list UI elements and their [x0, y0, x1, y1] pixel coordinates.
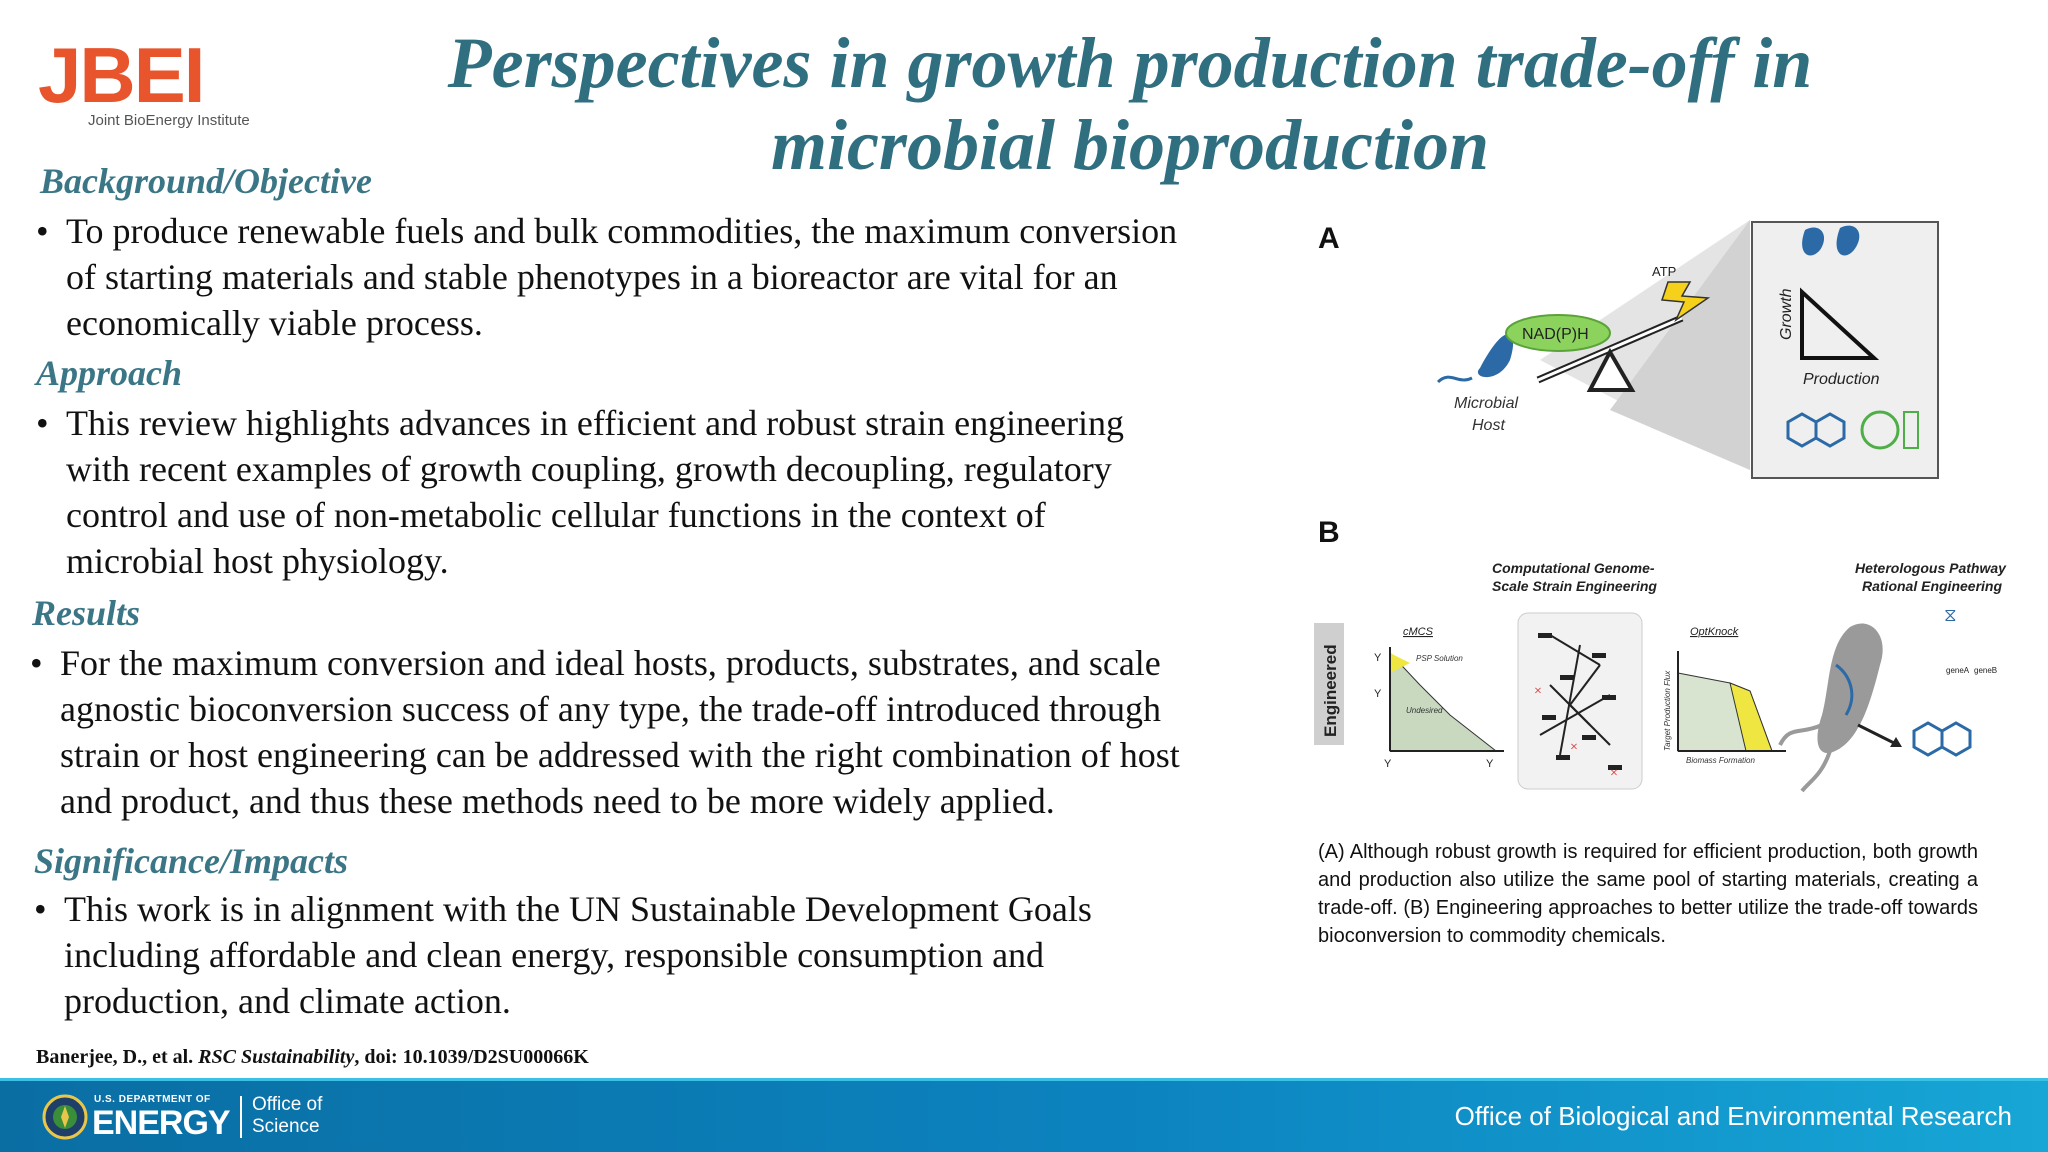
background-heading: Background/Objective [40, 161, 372, 201]
text-line: production, and climate action. [64, 981, 511, 1021]
doe-small-text: U.S. DEPARTMENT OF [94, 1094, 211, 1105]
host-label-2: Host [1472, 417, 1505, 434]
header2-l2: Rational Engineering [1862, 578, 2003, 594]
inset-box [1752, 222, 1938, 478]
genea-label: geneA [1946, 666, 1970, 675]
text-line: control and use of non-metabolic cellular functions in the context of [66, 495, 1046, 535]
text-line: This review highlights advances in efficient and robust strain engineering [66, 403, 1125, 443]
psp-label: PSP Solution [1416, 654, 1463, 663]
panel-a-figure [1410, 210, 1950, 480]
bullet-dot: • [30, 643, 43, 683]
text-line: with recent examples of growth coupling, growth decoupling, regulatory [66, 449, 1112, 489]
nadph-label: NAD(P)H [1522, 326, 1589, 343]
results-heading: Results [32, 593, 141, 633]
arrow-icon [1858, 725, 1898, 745]
jbei-logo [38, 31, 250, 129]
undesired-label: Undesired [1406, 706, 1443, 715]
approach-bullet [36, 400, 1276, 584]
header1-l1: Computational Genome- [1492, 560, 1655, 576]
text-line: economically viable process. [66, 303, 483, 343]
optknock-label: OptKnock [1690, 626, 1739, 638]
approach-heading: Approach [36, 353, 183, 393]
cmcs-label: cMCS [1403, 626, 1433, 638]
citation [36, 1046, 589, 1069]
significance-bullet [34, 886, 1234, 1026]
significance-heading: Significance/Impacts [34, 841, 348, 881]
logo-subtitle: Joint BioEnergy Institute [88, 112, 250, 129]
title-line-2: microbial bioproduction [770, 105, 1490, 185]
biomass-label: Biomass Formation [1686, 756, 1755, 765]
flagella-icon [1438, 377, 1472, 382]
results-bullet [30, 640, 1280, 824]
citation-journal: RSC Sustainability [198, 1046, 355, 1068]
bullet-dot: • [36, 211, 49, 251]
ober-text: Office of Biological and Environmental Research [1454, 1101, 2012, 1131]
geneb-label: geneB [1974, 666, 1998, 675]
yxs-label-2: Y [1486, 758, 1494, 770]
bullet-dot: • [36, 403, 49, 443]
network-box [1518, 613, 1642, 789]
page-title [340, 22, 1920, 186]
product-molecule-icon [1914, 723, 1942, 755]
panel-b-figure [1310, 555, 2010, 795]
text-line: strain or host engineering can be addressed with the right combination of host [60, 735, 1180, 775]
yps-label-2: Y [1374, 688, 1382, 700]
host-label-1: Microbial [1454, 395, 1519, 412]
panel-a-label: A [1318, 222, 1340, 255]
cmcs-region [1390, 653, 1496, 751]
bullet-dot: • [34, 889, 47, 929]
doe-seal-icon [42, 1094, 88, 1140]
office-line-1: Office of [252, 1094, 323, 1115]
text-line: This work is in alignment with the UN Sustainable Development Goals [64, 889, 1092, 929]
background-bullet [36, 208, 1276, 348]
text-line: of starting materials and stable phenotypes in a bioreactor are vital for an [66, 257, 1118, 297]
title-line-1: Perspectives in growth production trade-off in [447, 23, 1813, 103]
svg-text:×: × [1610, 766, 1618, 781]
text-line: microbial host physiology. [66, 541, 449, 581]
svg-text:×: × [1534, 684, 1542, 699]
atp-label: ATP [1652, 264, 1677, 279]
panel-b-label: B [1318, 516, 1340, 549]
text-line: and product, and thus these methods need to be more widely applied. [60, 781, 1055, 821]
footer-bar [0, 1080, 2048, 1152]
target-flux-label: Target Production Flux [1663, 670, 1672, 751]
engineered-label: Engineered [1321, 644, 1340, 737]
doe-big-text: ENERGY [92, 1104, 230, 1142]
logo-brand: JBEI [38, 31, 204, 119]
text-line: agnostic bioconversion success of any type, the trade-off introduced through [60, 689, 1162, 729]
office-line-2: Science [252, 1116, 320, 1137]
footer-divider [240, 1096, 242, 1138]
text-line: For the maximum conversion and ideal hosts, products, substrates, and scale [60, 643, 1161, 683]
text-line: To produce renewable fuels and bulk commodities, the maximum conversion [66, 211, 1178, 251]
citation-authors: Banerjee, D., et al. [36, 1046, 199, 1068]
dna-top-icon: ⧖ [1944, 605, 1957, 625]
figure-caption: (A) Although robust growth is required for efficient production, both growth and production also utilize the same pool of starting materials, creating a trade-off. (B) Engineering approaches to better utilize the trade-off towards bioconversion to commodity chemicals. [1318, 841, 1978, 947]
header2-l1: Heterologous Pathway [1855, 560, 2006, 576]
citation-doi: , doi: 10.1039/D2SU00066K [354, 1046, 589, 1068]
header1-l2: Scale Strain Engineering [1492, 578, 1657, 594]
knockout-x: × [1570, 740, 1578, 755]
text-line: including affordable and clean energy, responsible consumption and [64, 935, 1045, 975]
yps-label: Y [1374, 652, 1382, 664]
yxs-label: Y [1384, 758, 1392, 770]
production-label: Production [1803, 371, 1880, 388]
microbe-icon [1478, 334, 1513, 377]
office-of-science [252, 1094, 322, 1138]
growth-label: Growth [1778, 288, 1795, 340]
